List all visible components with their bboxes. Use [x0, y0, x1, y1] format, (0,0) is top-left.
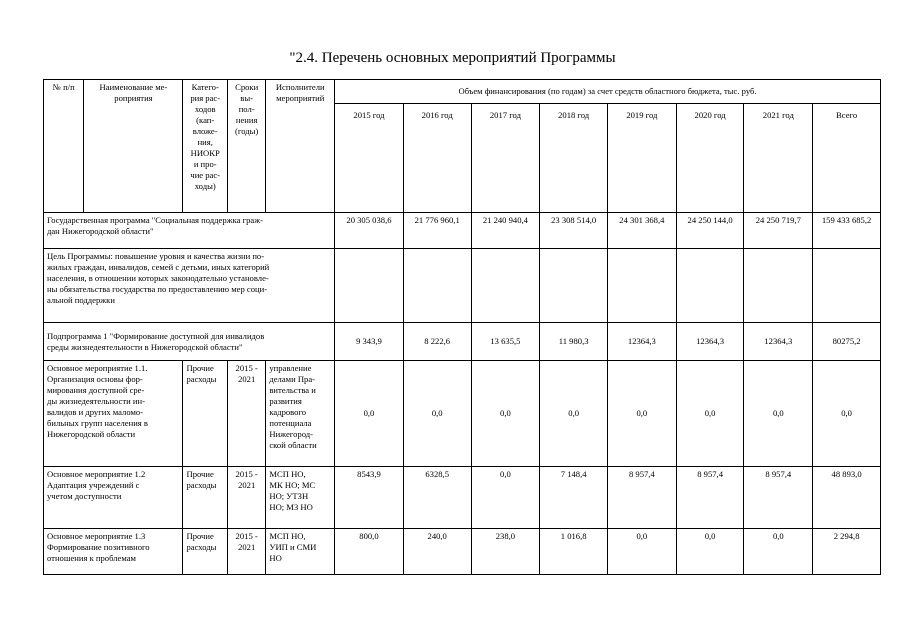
header-executors: Исполнители мероприятий: [266, 80, 335, 213]
page-title: "2.4. Перечень основных мероприятий Программы: [289, 50, 616, 66]
value-cell: 0,0: [540, 361, 608, 467]
value-cell: 24 250 144,0: [676, 213, 744, 249]
value-cell: 0,0: [744, 529, 813, 575]
activity-name: Основное мероприятие 1.3 Формирование позитивного отношения к проблемам: [44, 529, 183, 575]
header-row-1: [44, 80, 881, 104]
table-row: [44, 361, 881, 467]
activity-category: Прочие расходы: [183, 361, 227, 467]
goal-row: [44, 249, 881, 323]
value-cell: 12364,3: [744, 323, 813, 361]
empty-cell: [608, 249, 677, 323]
header-year: 2019 год: [608, 104, 677, 213]
value-cell: 800,0: [335, 529, 404, 575]
activity-terms: 2015 - 2021: [227, 361, 265, 467]
table-row: [44, 529, 881, 575]
table-row: [44, 467, 881, 529]
value-cell: 0,0: [676, 529, 744, 575]
activity-terms: 2015 - 2021: [227, 529, 265, 575]
value-cell: 6328,5: [403, 467, 471, 529]
activity-category: Прочие расходы: [183, 467, 227, 529]
header-category: Катего- рия рас- ходов (кап- вложе- ния, НИОКР и про- чие рас- ходы): [183, 80, 227, 213]
empty-cell: [540, 249, 608, 323]
value-cell: 0,0: [471, 361, 540, 467]
value-cell: 2 294,8: [813, 529, 881, 575]
value-cell: 8 222,6: [403, 323, 471, 361]
value-cell: 0,0: [676, 361, 744, 467]
value-cell: 0,0: [608, 361, 677, 467]
program-name: Государственная программа "Социальная поддержка граж- дан Нижегородской области": [44, 213, 335, 249]
value-cell: 48 893,0: [813, 467, 881, 529]
empty-cell: [403, 249, 471, 323]
value-cell: 13 635,5: [471, 323, 540, 361]
value-cell: 8 957,4: [744, 467, 813, 529]
subprogram-name: Подпрограмма 1 "Формирование доступной для инвалидов среды жизнедеятельности в Нижегородской области": [44, 323, 335, 361]
empty-cell: [335, 249, 404, 323]
value-cell: 9 343,9: [335, 323, 404, 361]
header-year: 2015 год: [335, 104, 404, 213]
value-cell: 7 148,4: [540, 467, 608, 529]
value-cell: 240,0: [403, 529, 471, 575]
value-cell: 24 301 368,4: [608, 213, 677, 249]
header-terms: Сроки вы- пол- нения (годы): [227, 80, 265, 213]
value-cell: 0,0: [608, 529, 677, 575]
subprogram-row: [44, 323, 881, 361]
activity-category: Прочие расходы: [183, 529, 227, 575]
header-total: Всего: [813, 104, 881, 213]
empty-cell: [676, 249, 744, 323]
value-cell: 12364,3: [676, 323, 744, 361]
activity-terms: 2015 - 2021: [227, 467, 265, 529]
empty-cell: [813, 249, 881, 323]
value-cell: 0,0: [471, 467, 540, 529]
value-cell: 0,0: [813, 361, 881, 467]
program-table: [43, 79, 881, 575]
value-cell: 1 016,8: [540, 529, 608, 575]
value-cell: 159 433 685,2: [813, 213, 881, 249]
program-row: [44, 213, 881, 249]
header-num: № п/п: [44, 80, 84, 213]
header-year: 2018 год: [540, 104, 608, 213]
value-cell: 0,0: [744, 361, 813, 467]
value-cell: 12364,3: [608, 323, 677, 361]
value-cell: 0,0: [335, 361, 404, 467]
activity-name: Основное мероприятие 1.2 Адаптация учреждений с учетом доступности: [44, 467, 183, 529]
value-cell: 21 240 940,4: [471, 213, 540, 249]
value-cell: 24 250 719,7: [744, 213, 813, 249]
value-cell: 21 776 960,1: [403, 213, 471, 249]
header-year: 2020 год: [676, 104, 744, 213]
activity-executor: МСП НО, МК НО; МС НО; УТЗН НО; МЗ НО: [266, 467, 335, 529]
value-cell: 20 305 038,6: [335, 213, 404, 249]
activity-name: Основное мероприятие 1.1. Организация основы фор- мирования доступной сре- ды жизнедеятельности ин- валидов и других маломо- бильных групп населения в Нижегородской области: [44, 361, 183, 467]
empty-cell: [471, 249, 540, 323]
value-cell: 80275,2: [813, 323, 881, 361]
value-cell: 8 957,4: [608, 467, 677, 529]
header-year: 2017 год: [471, 104, 540, 213]
program-goal: Цель Программы: повышение уровня и качества жизни по- жилых граждан, инвалидов, семей с детьми, иных категорий населения, в отношении которых законодательно установле- ны обязательства государства по предоставлению мер соци- альной поддержки: [44, 249, 335, 323]
value-cell: 8543,9: [335, 467, 404, 529]
activity-executor: МСП НО, УИП и СМИ НО: [266, 529, 335, 575]
header-funding: Объем финансирования (по годам) за счет средств областного бюджета, тыс. руб.: [335, 80, 881, 104]
header-year: 2021 год: [744, 104, 813, 213]
empty-cell: [744, 249, 813, 323]
activity-executor: управление делами Пра- вительства и развития кадрового потенциала Нижегород- ской области: [266, 361, 335, 467]
value-cell: 23 308 514,0: [540, 213, 608, 249]
value-cell: 11 980,3: [540, 323, 608, 361]
value-cell: 0,0: [403, 361, 471, 467]
header-year: 2016 год: [403, 104, 471, 213]
value-cell: 238,0: [471, 529, 540, 575]
header-name: Наименование ме- роприятия: [84, 80, 183, 213]
value-cell: 8 957,4: [676, 467, 744, 529]
